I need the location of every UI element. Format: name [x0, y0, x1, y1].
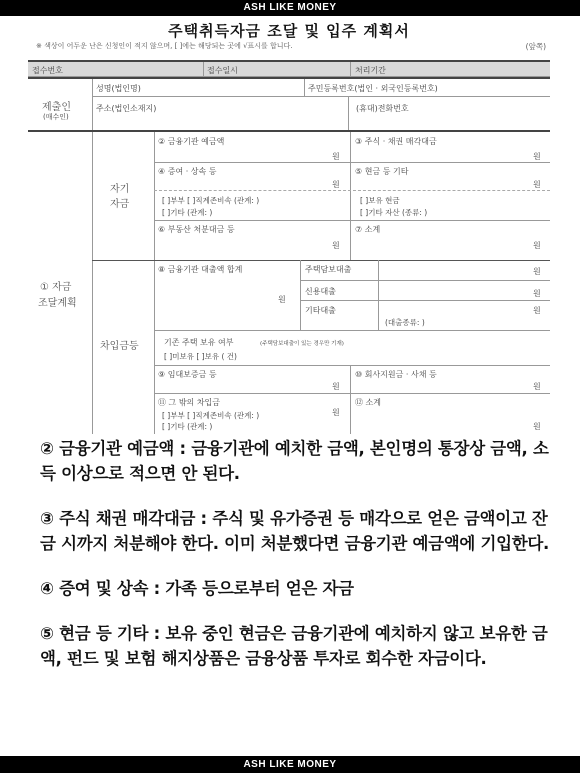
own-funds-label-2: 자금: [110, 199, 130, 210]
mortgage-loan-label: 주택담보대출: [305, 265, 352, 274]
field-11-option-1: [ ]부부 [ ]직계존비속 (관계: ): [162, 411, 260, 420]
field-9-won: 원: [332, 382, 340, 391]
explanation-item-3: ③ 주식 채권 매각대금 : 주식 및 유가증권 등 매각으로 얻은 금액이고 잔금 시까지 처분해야 한다. 이미 처분했다면 금융기관 예금액에 기입한다.: [40, 509, 550, 553]
field-12-won: 원: [533, 422, 541, 431]
brand-footer: ASH LIKE MONEY: [0, 756, 580, 773]
form-title: 주택취득자금 조달 및 입주 계획서: [168, 22, 410, 40]
field-6-won: 원: [332, 241, 340, 250]
field-6-label: ⑥ 부동산 처분대금 등: [158, 225, 235, 234]
loan-type-label: (대출종류: ): [385, 318, 425, 327]
field-7-label: ⑦ 소계: [355, 225, 381, 234]
receipt-number-label: 접수번호: [32, 66, 63, 75]
field-4-option-1: [ ]부부 [ ]직계존비속 (관계: ): [162, 196, 260, 205]
field-5-option-1: [ ]보유 현금: [360, 196, 400, 205]
field-8-label: ⑧ 금융기관 대출액 합계: [158, 265, 243, 274]
section-funding-num: ① 자금: [40, 282, 72, 293]
field-11-option-2: [ ]기타 (관계: ): [162, 422, 213, 431]
field-7-won: 원: [533, 241, 541, 250]
page-side-label: (앞쪽): [525, 42, 546, 51]
field-2-won: 원: [332, 152, 340, 161]
credit-loan-won: 원: [533, 289, 541, 298]
mortgage-loan-won: 원: [533, 267, 541, 276]
explanation-text: [40, 436, 560, 691]
field-8-won: 원: [278, 295, 286, 304]
field-11-won: 원: [332, 408, 340, 417]
receipt-date-label: 접수일시: [207, 66, 238, 75]
field-3-label: ③ 주식 · 채권 매각대금: [355, 137, 437, 146]
field-2-label: ② 금융기관 예금액: [158, 137, 225, 146]
field-5-option-2: [ ]기타 자산 (종류: ): [360, 208, 428, 217]
funding-plan-form: [28, 20, 550, 432]
field-9-label: ⑨ 임대보증금 등: [158, 370, 217, 379]
field-4-label: ④ 증여 · 상속 등: [158, 167, 217, 176]
house-own-label: 기존 주택 보유 여부: [164, 338, 234, 347]
explanation-item-2: ② 금융기관 예금액 : 금융기관에 예치한 금액, 본인명의 통장상 금액, 소득 이상으로 적으면 안 된다.: [40, 439, 549, 483]
field-4-option-2: [ ]기타 (관계: ): [162, 208, 213, 217]
field-5-label: ⑤ 현금 등 기타: [355, 167, 409, 176]
credit-loan-label: 신용대출: [305, 287, 336, 296]
field-12-label: ⑫ 소계: [355, 398, 381, 407]
field-10-label: ⑩ 회사지원금 · 사채 등: [355, 370, 437, 379]
house-own-note: (주택담보대출이 있는 경우만 기재): [260, 341, 344, 347]
explanation-item-5: ⑤ 현금 등 기타 : 보유 중인 현금은 금융기관에 예치하지 않고 보유한 금액, 펀드 및 보험 해지상품은 금융상품 투자로 회수한 자금이다.: [40, 624, 548, 668]
field-4-won: 원: [332, 180, 340, 189]
field-5-won: 원: [533, 180, 541, 189]
receipt-row: [28, 62, 550, 77]
other-loan-label: 기타대출: [305, 306, 336, 315]
house-own-options: [ ]미보유 [ ]보유 ( 건): [164, 352, 237, 361]
submitter-sub-label: (매수인): [43, 113, 69, 121]
field-3-won: 원: [533, 152, 541, 161]
id-number-field-label: 주민등록번호(법인 · 외국인등록번호): [308, 84, 438, 93]
form-grid: [28, 60, 550, 432]
field-10-won: 원: [533, 382, 541, 391]
section-funding-label: 조달계획: [38, 298, 77, 309]
form-note: ※ 색상이 어두운 난은 신청인이 적지 않으며, [ ]에는 해당되는 곳에 √표시를 합니다.: [36, 42, 293, 50]
phone-field-label: (휴대)전화번호: [356, 104, 409, 113]
name-field-label: 성명(법인명): [96, 84, 141, 93]
own-funds-label-1: 자기: [110, 184, 130, 195]
processing-period-label: 처리기간: [355, 66, 386, 75]
submitter-label: 제출인: [42, 102, 71, 113]
other-loan-won: 원: [533, 306, 541, 315]
brand-header: ASH LIKE MONEY: [0, 0, 580, 16]
field-11-label: ⑪ 그 밖의 차입금: [158, 398, 220, 407]
explanation-item-4: ④ 증여 및 상속 : 가족 등으로부터 얻은 자금: [40, 579, 354, 598]
address-field-label: 주소(법인소재지): [96, 104, 157, 113]
borrowed-label: 차입금등: [100, 341, 139, 352]
